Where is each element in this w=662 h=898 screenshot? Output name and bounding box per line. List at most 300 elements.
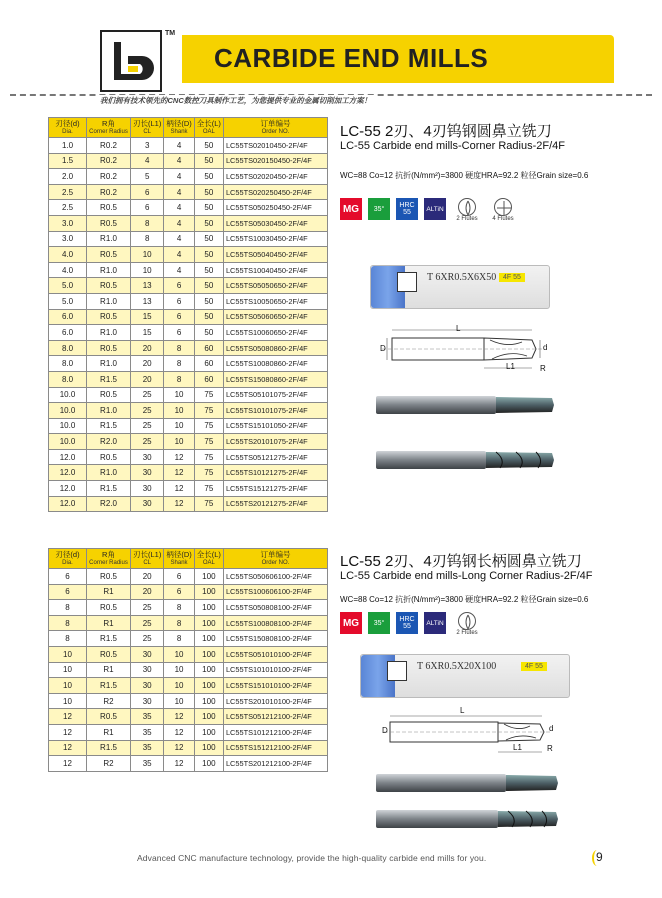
table-row	[49, 646, 328, 662]
cell-order: LC55TS201010100-2F/4F	[223, 693, 327, 709]
cell-dia: 6.0	[49, 309, 87, 325]
cell-oal: 75	[194, 465, 223, 481]
dim-d-label: d	[549, 724, 554, 733]
cell-order: LC55TS051212100-2F/4F	[223, 709, 327, 725]
cell-cl: 30	[131, 496, 164, 512]
cell-shank: 12	[164, 481, 194, 497]
cell-cl: 15	[131, 325, 164, 341]
col-cl: 刃长(L1) CL	[131, 118, 164, 138]
table-row	[49, 138, 328, 154]
cell-order: LC55TS100808100-2F/4F	[223, 615, 327, 631]
dim-L-label: L	[460, 706, 465, 715]
cell-order: LC55TS15101050-2F/4F	[223, 418, 327, 434]
cell-radius: R1.5	[87, 740, 131, 756]
cell-oal: 100	[194, 678, 223, 694]
dim-L1-label: L1	[513, 743, 522, 752]
cell-shank: 4	[164, 138, 194, 154]
section1-badges	[340, 198, 518, 222]
tool-photo-2flute	[376, 392, 556, 418]
cell-shank: 4	[164, 247, 194, 263]
cell-radius: R1.5	[87, 631, 131, 647]
cell-oal: 75	[194, 418, 223, 434]
cell-dia: 2.5	[49, 184, 87, 200]
dim-L1-label: L1	[506, 362, 515, 371]
cell-order: LC55TS05060650-2F/4F	[223, 309, 327, 325]
cell-dia: 8	[49, 600, 87, 616]
helix-angle-badge: 35°	[368, 198, 390, 220]
cell-radius: R1.0	[87, 403, 131, 419]
col-radius: R角 Corner Radius	[87, 118, 131, 138]
cell-dia: 6	[49, 584, 87, 600]
table-row	[49, 403, 328, 419]
cell-order: LC55TS10060650-2F/4F	[223, 325, 327, 341]
cell-oal: 100	[194, 756, 223, 772]
cell-order: LC55TS10030450-2F/4F	[223, 231, 327, 247]
table-row	[49, 293, 328, 309]
cell-shank: 12	[164, 724, 194, 740]
cell-dia: 12	[49, 756, 87, 772]
cell-dia: 10.0	[49, 418, 87, 434]
cell-radius: R0.2	[87, 169, 131, 185]
cell-shank: 10	[164, 646, 194, 662]
cell-dia: 8.0	[49, 371, 87, 387]
cell-radius: R0.5	[87, 709, 131, 725]
cell-cl: 8	[131, 231, 164, 247]
page-number: 9	[596, 850, 603, 864]
cell-shank: 10	[164, 662, 194, 678]
cell-radius: R1	[87, 615, 131, 631]
cell-shank: 4	[164, 231, 194, 247]
hrc-badge: HRC 55	[396, 198, 418, 220]
cell-oal: 50	[194, 262, 223, 278]
cell-order: LC55TS201212100-2F/4F	[223, 756, 327, 772]
cell-cl: 25	[131, 600, 164, 616]
box-logo-icon	[387, 661, 407, 681]
table-header-row	[49, 118, 328, 138]
cell-radius: R1.0	[87, 231, 131, 247]
cell-radius: R1.5	[87, 678, 131, 694]
box-logo-icon	[397, 272, 417, 292]
cell-cl: 30	[131, 662, 164, 678]
cell-shank: 8	[164, 356, 194, 372]
cell-shank: 4	[164, 215, 194, 231]
cell-radius: R0.2	[87, 153, 131, 169]
box-tag: 4F 55	[521, 662, 547, 671]
cell-oal: 50	[194, 200, 223, 216]
dimension-drawing-2	[380, 710, 560, 760]
cell-cl: 13	[131, 293, 164, 309]
cell-dia: 6.0	[49, 325, 87, 341]
tool-photo-long-4flute	[376, 806, 560, 832]
cell-radius: R0.2	[87, 184, 131, 200]
cell-cl: 35	[131, 756, 164, 772]
cell-order: LC55TS151212100-2F/4F	[223, 740, 327, 756]
cell-radius: R0.5	[87, 340, 131, 356]
section2-title: LC-55 2刃、4刃钨钢长柄圆鼻立铣刀	[340, 553, 582, 570]
cell-shank: 4	[164, 262, 194, 278]
cell-dia: 12	[49, 724, 87, 740]
cell-shank: 6	[164, 278, 194, 294]
col-oal: 全长(L) OAL	[194, 118, 223, 138]
cell-oal: 75	[194, 434, 223, 450]
cell-dia: 8	[49, 631, 87, 647]
cell-cl: 35	[131, 740, 164, 756]
cell-oal: 50	[194, 169, 223, 185]
cell-cl: 25	[131, 434, 164, 450]
cell-dia: 6	[49, 569, 87, 585]
cell-cl: 15	[131, 309, 164, 325]
table-row	[49, 309, 328, 325]
cell-radius: R1.5	[87, 418, 131, 434]
cell-radius: R0.2	[87, 138, 131, 154]
table-row	[49, 184, 328, 200]
box-label: T 6XR0.5X20X100	[417, 661, 497, 672]
four-flutes-icon: 4 Flutes	[488, 198, 518, 222]
cell-oal: 100	[194, 724, 223, 740]
cell-radius: R0.5	[87, 247, 131, 263]
product-box-image	[370, 265, 550, 309]
cell-order: LC55TS05080860-2F/4F	[223, 340, 327, 356]
cell-shank: 12	[164, 756, 194, 772]
cell-shank: 8	[164, 371, 194, 387]
cell-order: LC55TS10040450-2F/4F	[223, 262, 327, 278]
cell-dia: 12.0	[49, 496, 87, 512]
section2-subtitle: LC-55 Carbide end mills-Long Corner Radius-2F/4F	[340, 570, 593, 582]
cell-cl: 6	[131, 200, 164, 216]
cell-shank: 6	[164, 325, 194, 341]
table-row	[49, 231, 328, 247]
table-row	[49, 678, 328, 694]
cell-radius: R1.5	[87, 371, 131, 387]
section1-title: LC-55 2刃、4刃钨钢圆鼻立铣刀	[340, 123, 552, 140]
cell-oal: 100	[194, 646, 223, 662]
cell-oal: 100	[194, 584, 223, 600]
cell-dia: 10.0	[49, 387, 87, 403]
cell-radius: R2.0	[87, 496, 131, 512]
cell-order: LC55TS050808100-2F/4F	[223, 600, 327, 616]
cell-dia: 10	[49, 646, 87, 662]
cell-dia: 8.0	[49, 356, 87, 372]
cell-cl: 35	[131, 709, 164, 725]
cell-dia: 8	[49, 615, 87, 631]
cell-dia: 12	[49, 709, 87, 725]
cell-shank: 10	[164, 387, 194, 403]
cell-order: LC55TS05040450-2F/4F	[223, 247, 327, 263]
cell-cl: 30	[131, 678, 164, 694]
table-row	[49, 449, 328, 465]
table-row	[49, 200, 328, 216]
dim-D-label: D	[382, 726, 388, 735]
cell-shank: 8	[164, 631, 194, 647]
cell-order: LC55TS020150450-2F/4F	[223, 153, 327, 169]
cell-dia: 1.0	[49, 138, 87, 154]
cell-shank: 8	[164, 615, 194, 631]
cell-order: LC55TS100606100-2F/4F	[223, 584, 327, 600]
cell-cl: 25	[131, 418, 164, 434]
cell-cl: 25	[131, 387, 164, 403]
cell-shank: 4	[164, 169, 194, 185]
cell-radius: R0.5	[87, 387, 131, 403]
cell-radius: R1.0	[87, 465, 131, 481]
cell-oal: 100	[194, 631, 223, 647]
cell-shank: 12	[164, 740, 194, 756]
cell-shank: 8	[164, 340, 194, 356]
table-row	[49, 247, 328, 263]
cell-shank: 10	[164, 434, 194, 450]
logo-mark-icon	[108, 38, 154, 84]
cell-radius: R0.5	[87, 569, 131, 585]
footer-text: Advanced CNC manufacture technology, provide the high-quality carbide end mills for you.	[137, 853, 487, 863]
cell-oal: 100	[194, 600, 223, 616]
table-row	[49, 693, 328, 709]
spec-table-long-corner-radius	[48, 548, 328, 772]
dim-R-label: R	[547, 744, 553, 753]
cell-dia: 12.0	[49, 449, 87, 465]
cell-oal: 50	[194, 309, 223, 325]
cell-oal: 75	[194, 387, 223, 403]
cell-dia: 1.5	[49, 153, 87, 169]
table-row	[49, 325, 328, 341]
cell-dia: 3.0	[49, 215, 87, 231]
table-row	[49, 356, 328, 372]
dim-d-label: d	[543, 343, 548, 352]
cell-radius: R0.5	[87, 200, 131, 216]
cell-order: LC55TS101212100-2F/4F	[223, 724, 327, 740]
cell-dia: 8.0	[49, 340, 87, 356]
cell-cl: 10	[131, 247, 164, 263]
table-row	[49, 169, 328, 185]
product-box-image	[360, 654, 570, 698]
cell-shank: 6	[164, 584, 194, 600]
cell-shank: 12	[164, 449, 194, 465]
cell-order: LC55TS15121275-2F/4F	[223, 481, 327, 497]
cell-radius: R0.5	[87, 449, 131, 465]
dim-R-label: R	[540, 364, 546, 373]
cell-dia: 12	[49, 740, 87, 756]
section2-params: WC=88 Co=12 抗折(N/mm²)=3800 硬度HRA=92.2 粒径Grain size=0.6	[340, 595, 589, 604]
cell-radius: R1	[87, 584, 131, 600]
page-title: CARBIDE END MILLS	[214, 43, 489, 73]
cell-radius: R1	[87, 662, 131, 678]
cell-order: LC55TS05121275-2F/4F	[223, 449, 327, 465]
mg-badge: MG	[340, 612, 362, 634]
table-row	[49, 740, 328, 756]
table-row	[49, 387, 328, 403]
cell-oal: 100	[194, 709, 223, 725]
cell-order: LC55TS10050650-2F/4F	[223, 293, 327, 309]
cell-dia: 12.0	[49, 465, 87, 481]
spec-table-corner-radius	[48, 117, 328, 512]
box-label: T 6XR0.5X6X50	[427, 272, 497, 283]
table-row	[49, 631, 328, 647]
table-row	[49, 756, 328, 772]
cell-order: LC55TS05050650-2F/4F	[223, 278, 327, 294]
cell-order: LC55TS051010100-2F/4F	[223, 646, 327, 662]
table-header-row	[49, 549, 328, 569]
cell-dia: 2.5	[49, 200, 87, 216]
cell-cl: 5	[131, 169, 164, 185]
table-row	[49, 662, 328, 678]
section2-badges	[340, 612, 482, 636]
cell-cl: 10	[131, 262, 164, 278]
table-row	[49, 709, 328, 725]
table-row	[49, 371, 328, 387]
cell-oal: 50	[194, 231, 223, 247]
cell-oal: 50	[194, 184, 223, 200]
cell-radius: R2	[87, 756, 131, 772]
cell-order: LC55TS05101075-2F/4F	[223, 387, 327, 403]
cell-cl: 20	[131, 340, 164, 356]
section1-params: WC=88 Co=12 抗折(N/mm²)=3800 硬度HRA=92.2 粒径Grain size=0.6	[340, 171, 589, 180]
cell-dia: 10.0	[49, 434, 87, 450]
table-row	[49, 418, 328, 434]
dim-D-label: D	[380, 344, 386, 353]
cell-oal: 60	[194, 371, 223, 387]
cell-radius: R0.5	[87, 278, 131, 294]
cell-shank: 6	[164, 293, 194, 309]
cell-order: LC55TS101010100-2F/4F	[223, 662, 327, 678]
cell-cl: 3	[131, 138, 164, 154]
cell-oal: 75	[194, 496, 223, 512]
table-row	[49, 465, 328, 481]
cell-order: LC55TS05030450-2F/4F	[223, 215, 327, 231]
col-shank: 柄径(D) Shank	[164, 118, 194, 138]
cell-shank: 4	[164, 153, 194, 169]
col-shank: 柄径(D) Shank	[164, 549, 194, 569]
cell-dia: 5.0	[49, 293, 87, 309]
cell-shank: 10	[164, 403, 194, 419]
cell-dia: 10.0	[49, 403, 87, 419]
cell-oal: 50	[194, 325, 223, 341]
cell-dia: 5.0	[49, 278, 87, 294]
cell-shank: 4	[164, 184, 194, 200]
two-flutes-icon: 2 Flutes	[452, 612, 482, 636]
cell-oal: 60	[194, 356, 223, 372]
cell-cl: 8	[131, 215, 164, 231]
cell-order: LC55TS02020450-2F/4F	[223, 169, 327, 185]
cell-oal: 60	[194, 340, 223, 356]
box-tag: 4F 55	[499, 273, 525, 282]
cell-radius: R1.0	[87, 356, 131, 372]
cell-radius: R2.0	[87, 434, 131, 450]
cell-oal: 50	[194, 215, 223, 231]
cell-order: LC55TS02010450-2F/4F	[223, 138, 327, 154]
cell-cl: 25	[131, 615, 164, 631]
cell-shank: 10	[164, 693, 194, 709]
cell-radius: R1.5	[87, 481, 131, 497]
cell-cl: 30	[131, 465, 164, 481]
cell-radius: R0.5	[87, 215, 131, 231]
cell-oal: 50	[194, 247, 223, 263]
cell-oal: 100	[194, 662, 223, 678]
cell-radius: R1.0	[87, 262, 131, 278]
cell-cl: 20	[131, 371, 164, 387]
cell-dia: 10	[49, 678, 87, 694]
col-dia: 刃径(d) Dia.	[49, 549, 87, 569]
mg-badge: MG	[340, 198, 362, 220]
cell-oal: 100	[194, 693, 223, 709]
cell-cl: 6	[131, 184, 164, 200]
cell-order: LC55TS050606100-2F/4F	[223, 569, 327, 585]
cell-order: LC55TS10121275-2F/4F	[223, 465, 327, 481]
cell-dia: 10	[49, 662, 87, 678]
cell-cl: 25	[131, 631, 164, 647]
cell-radius: R0.5	[87, 646, 131, 662]
cell-oal: 100	[194, 740, 223, 756]
table-row	[49, 434, 328, 450]
cell-dia: 10	[49, 693, 87, 709]
cell-dia: 3.0	[49, 231, 87, 247]
cell-oal: 50	[194, 138, 223, 154]
table-row	[49, 569, 328, 585]
cell-dia: 4.0	[49, 262, 87, 278]
cell-cl: 30	[131, 481, 164, 497]
cell-oal: 75	[194, 449, 223, 465]
table-row	[49, 278, 328, 294]
table-row	[49, 215, 328, 231]
table-row	[49, 584, 328, 600]
cell-oal: 75	[194, 403, 223, 419]
cell-order: LC55TS151010100-2F/4F	[223, 678, 327, 694]
cell-dia: 12.0	[49, 481, 87, 497]
cell-dia: 4.0	[49, 247, 87, 263]
cell-shank: 10	[164, 418, 194, 434]
cell-order: LC55TS10080860-2F/4F	[223, 356, 327, 372]
helix-angle-badge: 35°	[368, 612, 390, 634]
cell-order: LC55TS20121275-2F/4F	[223, 496, 327, 512]
cell-shank: 4	[164, 200, 194, 216]
cell-shank: 8	[164, 600, 194, 616]
col-order: 订单编号 Order NO.	[223, 549, 327, 569]
trademark: TM	[165, 30, 176, 37]
dimension-drawing-1	[372, 322, 552, 372]
cell-shank: 6	[164, 569, 194, 585]
cell-oal: 50	[194, 278, 223, 294]
cell-cl: 13	[131, 278, 164, 294]
two-flutes-icon: 2 Flutes	[452, 198, 482, 222]
company-logo	[100, 30, 162, 92]
cell-oal: 50	[194, 293, 223, 309]
cell-shank: 12	[164, 709, 194, 725]
table-row	[49, 481, 328, 497]
cell-cl: 20	[131, 569, 164, 585]
cell-oal: 100	[194, 569, 223, 585]
cell-dia: 2.0	[49, 169, 87, 185]
cell-oal: 100	[194, 615, 223, 631]
cell-cl: 30	[131, 646, 164, 662]
cell-shank: 12	[164, 465, 194, 481]
cell-oal: 50	[194, 153, 223, 169]
coating-badge: ALTiN	[424, 612, 446, 634]
cell-shank: 10	[164, 678, 194, 694]
cell-cl: 20	[131, 584, 164, 600]
cell-cl: 20	[131, 356, 164, 372]
col-cl: 刃长(L1) CL	[131, 549, 164, 569]
cell-radius: R2	[87, 693, 131, 709]
cell-cl: 30	[131, 449, 164, 465]
table-row	[49, 615, 328, 631]
col-radius: R角 Corner Radius	[87, 549, 131, 569]
cell-radius: R0.5	[87, 309, 131, 325]
cell-radius: R1.0	[87, 293, 131, 309]
cell-order: LC55TS15080860-2F/4F	[223, 371, 327, 387]
cell-order: LC55TS150808100-2F/4F	[223, 631, 327, 647]
table-row	[49, 340, 328, 356]
cell-cl: 35	[131, 724, 164, 740]
hrc-badge: HRC 55	[396, 612, 418, 634]
cell-radius: R1.0	[87, 325, 131, 341]
cell-shank: 6	[164, 309, 194, 325]
